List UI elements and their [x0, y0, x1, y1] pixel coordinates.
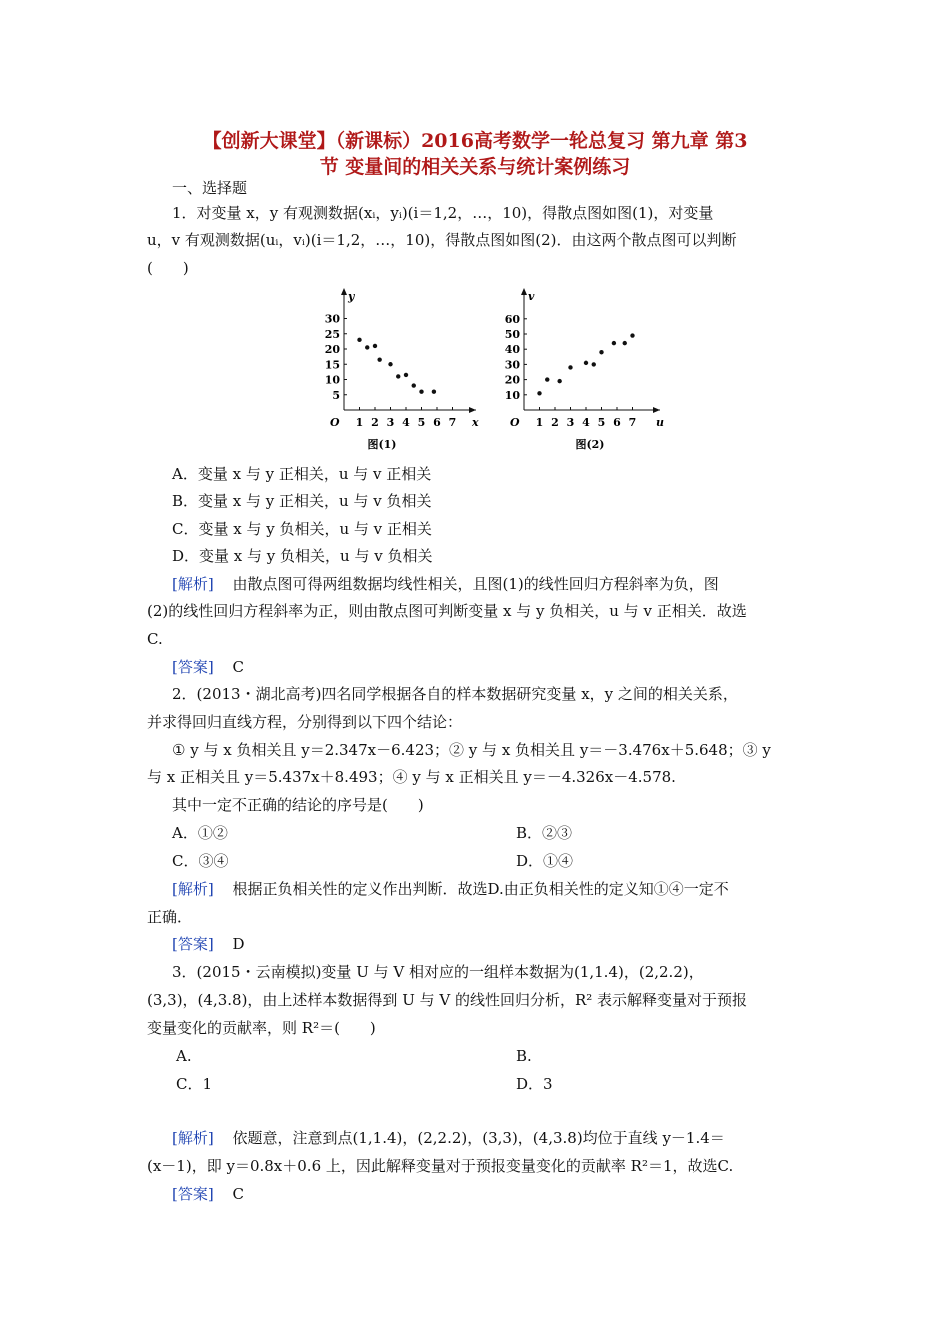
origin-label: O — [330, 416, 340, 429]
q1-option-d: D．变量 x 与 y 负相关，u 与 v 负相关 — [172, 547, 433, 565]
q3-answer-value: C — [232, 1185, 244, 1203]
y-tick-label: 5 — [332, 388, 340, 402]
x-tick-label: 1 — [535, 416, 544, 429]
data-point — [545, 377, 549, 381]
q3-option-a: A. — [176, 1047, 192, 1065]
y-tick-label: 10 — [324, 373, 340, 387]
figure-caption: 图(2) — [575, 438, 605, 451]
y-axis-arrow — [341, 288, 347, 295]
q3-analysis-line1 — [172, 1128, 725, 1148]
y-tick-label: 20 — [504, 373, 520, 387]
q2-option-c: C．③④ — [172, 852, 229, 870]
q3-analysis-text1: 依题意，注意到点(1,1.4)，(2,2.2)，(3,3)，(4,3.8)均位于直线 y－1.4＝ — [232, 1129, 725, 1147]
q2-line2: 并求得回归直线方程，分别得到以下四个结论： — [147, 713, 463, 731]
data-point — [568, 365, 572, 369]
q1-analysis-line1 — [172, 574, 719, 594]
x-axis-arrow — [653, 407, 660, 413]
data-point — [373, 344, 377, 348]
x-tick-label: 2 — [371, 416, 379, 429]
q2-line3: ① y 与 x 负相关且 y＝2.347x－6.423；② y 与 x 负相关且 y＝－3.476x＋5.648；③ y — [172, 741, 771, 759]
x-tick-label: 2 — [551, 416, 559, 429]
data-point — [623, 341, 627, 345]
q2-option-b: B．②③ — [516, 824, 573, 842]
q2-line4: 与 x 正相关且 y＝5.437x＋8.493；④ y 与 x 正相关且 y＝－4.326x－4.578. — [147, 768, 676, 786]
y-tick-label: 15 — [324, 358, 340, 372]
data-point — [612, 341, 616, 345]
q2-option-d: D．①④ — [516, 852, 574, 870]
data-point — [377, 357, 381, 361]
x-tick-label: 6 — [433, 416, 441, 429]
x-axis-label: u — [656, 416, 664, 429]
x-tick-label: 1 — [355, 416, 364, 429]
origin-label: O — [510, 416, 520, 429]
q3-line1: 3．(2015・云南模拟)变量 U 与 V 相对应的一组样本数据为(1,1.4)，(2,2.2)， — [172, 963, 704, 981]
q1-line2: u，v 有观测数据(uᵢ，vᵢ)(i＝1,2，…，10)，得散点图如图(2)．由这两个散点图可以判断 — [147, 231, 737, 249]
figure-caption: 图(1) — [367, 438, 397, 451]
q1-line3: ( ) — [147, 259, 189, 277]
q2-analysis-line2: 正确． — [147, 908, 193, 926]
q1-answer-value: C — [232, 658, 244, 676]
q1-answer — [172, 657, 244, 677]
q2-analysis-line1 — [172, 879, 729, 899]
data-point — [584, 361, 588, 365]
answer-tag: [答案] — [172, 658, 214, 676]
q2-line1: 2．(2013・湖北高考)四名同学根据各自的样本数据研究变量 x，y 之间的相关关系， — [172, 685, 738, 703]
q2-option-a: A．①② — [172, 824, 228, 842]
q3-line2: (3,3)，(4,3.8)，由上述样本数据得到 U 与 V 的线性回归分析，R² 表示解释变量对于预报 — [147, 991, 748, 1009]
data-point — [412, 383, 416, 387]
x-tick-label: 4 — [402, 416, 410, 429]
q3-option-b: B. — [516, 1047, 532, 1065]
x-tick-label: 7 — [448, 416, 457, 429]
doc-title-line2: 节 变量间的相关关系与统计案例练习 — [319, 156, 631, 178]
q2-answer-value: D — [232, 935, 245, 953]
x-tick-label: 5 — [417, 416, 426, 429]
x-tick-label: 7 — [628, 416, 637, 429]
q3-analysis-line2: (x－1)，即 y＝0.8x＋0.6 上，因此解释变量对于预报变量变化的贡献率 R²＝1，故选C. — [147, 1157, 734, 1175]
answer-tag: [答案] — [172, 1185, 214, 1203]
q3-line3: 变量变化的贡献率，则 R²＝( ) — [147, 1019, 376, 1037]
doc-title-line1: 【创新大课堂】（新课标）2016高考数学一轮总复习 第九章 第3 — [202, 130, 748, 152]
data-point — [357, 338, 361, 342]
y-axis-label: y — [348, 290, 355, 303]
q1-line1: 1．对变量 x，y 有观测数据(xᵢ，yᵢ)(i＝1,2，…，10)，得散点图如图(1)，对变量 — [172, 204, 714, 222]
y-tick-label: 20 — [324, 343, 340, 356]
x-tick-label: 4 — [582, 416, 590, 429]
x-axis-arrow — [469, 407, 476, 413]
data-point — [404, 373, 408, 377]
data-point — [537, 391, 541, 395]
y-axis-label: v — [528, 290, 535, 303]
x-tick-label: 3 — [566, 416, 575, 429]
q2-line5: 其中一定不正确的结论的序号是( ) — [172, 796, 424, 814]
q3-answer — [172, 1184, 244, 1204]
q1-analysis-line2: (2)的线性回归方程斜率为正，则由散点图可判断变量 x 与 y 负相关，u 与 v 正相关．故选 — [147, 602, 747, 620]
data-point — [419, 390, 423, 394]
analysis-tag: [解析] — [172, 1129, 214, 1147]
y-tick-label: 30 — [504, 358, 520, 372]
analysis-tag: [解析] — [172, 880, 214, 898]
answer-tag: [答案] — [172, 935, 214, 953]
data-point — [557, 379, 561, 383]
q2-answer — [172, 934, 245, 954]
analysis-tag: [解析] — [172, 575, 214, 593]
x-tick-label: 6 — [613, 416, 621, 429]
q1-option-a: A．变量 x 与 y 正相关，u 与 v 正相关 — [172, 465, 432, 483]
y-tick-label: 60 — [504, 312, 520, 326]
q3-option-c: C．1 — [176, 1075, 213, 1093]
x-tick-label: 5 — [597, 416, 606, 429]
data-point — [432, 390, 436, 394]
q1-analysis-line3: C. — [147, 630, 163, 648]
y-tick-label: 30 — [324, 312, 340, 326]
scatter-figure-1 — [310, 282, 480, 458]
data-point — [592, 362, 596, 366]
data-point — [388, 362, 392, 366]
q2-analysis-text1: 根据正负相关性的定义作出判断．故选D.由正负相关性的定义知①④一定不 — [232, 880, 729, 898]
scatter-figure-2 — [490, 282, 670, 458]
data-point — [630, 333, 634, 337]
data-point — [396, 374, 400, 378]
data-point — [365, 345, 369, 349]
x-tick-label: 3 — [386, 416, 395, 429]
y-tick-label: 50 — [504, 328, 520, 341]
y-tick-label: 10 — [504, 388, 520, 402]
y-tick-label: 25 — [324, 327, 340, 341]
y-tick-label: 40 — [504, 343, 520, 357]
q1-analysis-text1: 由散点图可得两组数据均线性相关，且图(1)的线性回归方程斜率为负，图 — [232, 575, 719, 593]
data-point — [599, 350, 603, 354]
x-axis-label: x — [472, 416, 479, 429]
q1-option-c: C．变量 x 与 y 负相关，u 与 v 正相关 — [172, 520, 432, 538]
section-heading: 一、选择题 — [172, 179, 248, 197]
q1-option-b: B．变量 x 与 y 正相关，u 与 v 负相关 — [172, 492, 432, 510]
q3-option-d: D．3 — [516, 1075, 553, 1093]
y-axis-arrow — [521, 288, 527, 295]
